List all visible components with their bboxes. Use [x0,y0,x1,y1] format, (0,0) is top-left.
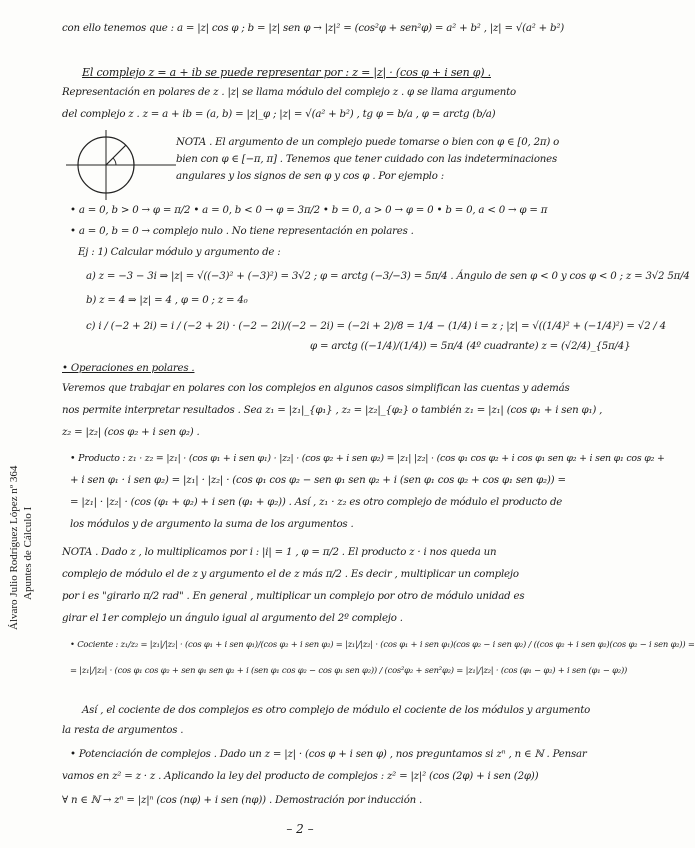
text-line: la resta de argumentos . [62,725,184,736]
page-number: – 2 – [286,822,314,836]
text-line: c) i / (−2 + 2i) = i / (−2 + 2i) · (−2 − 2i)/(−2 − 2i) = (−2i + 2)/8 = 1/4 − (1/4) i = z ; |z| = √((1/4)² + (−1/4)²) = √2 / 4 [86,321,666,332]
text-line: φ = arctg ((−1/4)/(1/4)) = 5π/4 (4º cuadrante) z = (√2/4)_{5π/4} [310,341,631,352]
text-line: = |z₁| · |z₂| · (cos (φ₁ + φ₂) + i sen (φ₁ + φ₂)) . Así , z₁ · z₂ es otro complejo de módulo el producto de [70,497,563,508]
text-line: bien con φ ∈ [−π, π] . Tenemos que tener cuidado con las indeterminaciones [176,154,557,165]
text-line: angulares y los signos de sen φ y cos φ . Por ejemplo : [176,171,444,182]
text-line: a) z = −3 − 3i ⇒ |z| = √((−3)² + (−3)²) = 3√2 ; φ = arctg (−3/−3) = 5π/4 . Ángulo de sen φ < 0 y cos φ < 0 ; z = 3√2 5π/4 [86,271,690,282]
text-line: girar el 1er complejo un ángulo igual al argumento del 2º complejo . [62,613,403,624]
unit-circle-diagram [66,130,176,200]
text-line: nos permite interpretar resultados . Sea z₁ = |z₁|_{φ₁} , z₂ = |z₂|_{φ₂} o también z₁ = |z₁| (cos φ₁ + i sen φ₁) , [62,405,603,416]
author-sidebar [8,360,38,630]
text-line: vamos en z² = z · z . Aplicando la ley del producto de complejos : z² = |z|² (cos (2φ) + i sen (2φ)) [62,771,539,782]
text-line: NOTA . Dado z , lo multiplicamos por i : |i| = 1 , φ = π/2 . El producto z · i nos queda un [62,547,497,558]
heading-text: • Operaciones en polares . [62,363,195,374]
text-line: del complejo z . z = a + ib = (a, b) = |z|_φ ; |z| = √(a² + b²) , tg φ = b/a , φ = arctg (b/a) [62,109,496,120]
text-line: Así , el cociente de dos complejos es otro complejo de módulo el cociente de los módulos y argumento [82,705,591,716]
text-line: • a = 0, b > 0 → φ = π/2 • a = 0, b < 0 → φ = 3π/2 • b = 0, a > 0 → φ = 0 • b = 0, a < 0 → φ = π [70,205,548,216]
text-line: • Cociente : z₁/z₂ = |z₁|/|z₂| · (cos φ₁ + i sen φ₁)/(cos φ₂ + i sen φ₂) = |z₁|/|z₂| · (cos φ₁ + i sen φ₁)(cos φ₂ − i sen φ₂) / ((cos φ₂ + i sen φ₂)(cos φ₂ − i sen φ₂)) = [70,639,695,649]
author-name: Álvaro Julio Rodríguez López nº 364 [8,465,20,630]
text-line: = |z₁|/|z₂| · (cos φ₁ cos φ₂ + sen φ₁ sen φ₂ + i (sen φ₁ cos φ₂ − cos φ₁ sen φ₂)) / (cos²φ₂ + sen²φ₂) = |z₁|/|z₂| · (cos (φ₁ − φ₂) + i sen (φ₁ − φ₂)) [70,665,628,675]
text-line: + i sen φ₁ · i sen φ₂) = |z₁| · |z₂| · (cos φ₁ cos φ₂ − sen φ₁ sen φ₂ + i (sen φ₁ cos φ₂ + cos φ₁ sen φ₂)) = [70,475,566,486]
course-title: Apuntes de Cálculo I [22,506,34,600]
text-line [82,66,586,79]
text-line: complejo de módulo el de z y argumento el de z más π/2 . Es decir , multiplicar un complejo [62,569,519,580]
text-line: Veremos que trabajar en polares con los complejos en algunos casos simplifican las cuentas y además [62,383,570,394]
text-line: • Producto : z₁ · z₂ = |z₁| · (cos φ₁ + i sen φ₁) · |z₂| · (cos φ₂ + i sen φ₂) = |z₁| |z₂| · (cos φ₁ cos φ₂ + i cos φ₁ sen φ₂ + i sen φ₁ cos φ₂ + [70,453,665,464]
text-line: los módulos y de argumento la suma de los argumentos . [70,519,354,530]
text-line: por i es "girarlo π/2 rad" . En general , multiplicar un complejo por otro de módulo unidad es [62,591,525,602]
highlight: El complejo z = a + ib se puede representar por : z = |z| · (cos φ + i sen φ) . [82,66,491,79]
section-heading [62,362,586,375]
text-line: con ello tenemos que : a = |z| cos φ ; b = |z| sen φ → |z|² = (cos²φ + sen²φ) = a² + b² , |z| = √(a² + b²) [62,23,565,34]
text-line: NOTA . El argumento de un complejo puede tomarse o bien con φ ∈ [0, 2π) o [176,137,560,148]
text-line: ∀ n ∈ ℕ → zⁿ = |z|ⁿ (cos (nφ) + i sen (nφ)) . Demostración por inducción . [62,795,423,806]
text-line: Ej : 1) Calcular módulo y argumento de : [78,247,281,258]
text-line: • Potenciación de complejos . Dado un z = |z| · (cos φ + i sen φ) , nos preguntamos si zⁿ , n ∈ ℕ . Pensar [70,749,587,760]
text-line: Representación en polares de z . |z| se llama módulo del complejo z . φ se llama argumento [62,87,516,98]
text-line: z₂ = |z₂| (cos φ₂ + i sen φ₂) . [62,427,200,438]
text-line: b) z = 4 ⇒ |z| = 4 , φ = 0 ; z = 4₀ [86,295,248,306]
text-line: • a = 0, b = 0 → complejo nulo . No tiene representación en polares . [70,226,414,237]
